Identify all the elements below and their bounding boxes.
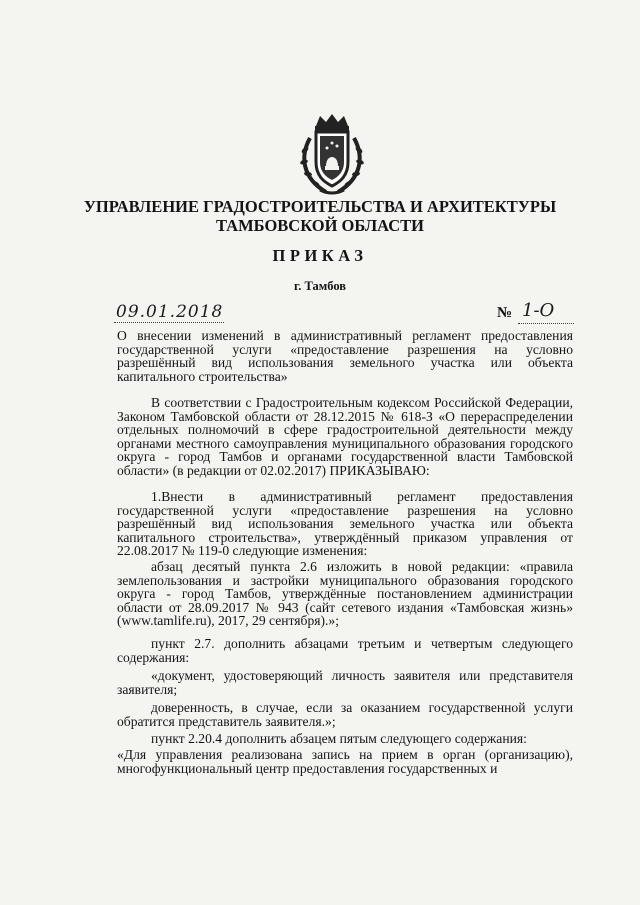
organization-name-line1: УПРАВЛЕНИЕ ГРАДОСТРОИТЕЛЬСТВА И АРХИТЕКТУРЫ (83, 197, 557, 216)
handwritten-order-number: 1-О (522, 300, 555, 321)
document-subject: О внесении изменений в административный регламент предоставления государственной услуги «предоставление разрешения на условно разрешённый вид использования земельного участка или объекта капитального строительства» (117, 328, 573, 384)
order-number-label: № (497, 305, 513, 321)
coat-of-arms-emblem (296, 112, 368, 198)
paragraph-identity-document: «документ, удостоверяющий личность заявителя или представителя заявителя; (117, 668, 573, 697)
organization-name-line2: ТАМБОВСКОЙ ОБЛАСТИ (215, 216, 425, 235)
paragraph-power-of-attorney: доверенность, в случае, если за оказанием государственной услуги обратится представитель заявителя.»; (117, 700, 573, 729)
number-underline (518, 323, 574, 324)
document-type-title: ПРИКАЗ (272, 246, 368, 265)
paragraph-amendment-2-20-4: пункт 2.20.4 дополнить абзацем пятым следующего содержания: (151, 731, 527, 746)
paragraph-amendment-2-6: абзац десятый пункта 2.6 изложить в новой редакции: «правила землепользования и застройки муниципального образования городского округа - город Тамбов, утверждённые постановлением администрации области от 28.09.2017 № 943 (сайт сетевого издания «Тамбовская жизнь» (www.tamlife.ru), 2017, 29 сентября).»; (117, 559, 573, 628)
date-underline (114, 322, 224, 323)
paragraph-item-1: 1.Внести в административный регламент предоставления государственной услуги «предоставление разрешения на условно разрешённый вид использования земельного участка или объекта капитального строительства», утверждённый приказом управления от 22.08.2017 № 119-0 следующие изменения: (117, 489, 573, 558)
paragraph-legal-basis: В соответствии с Градостроительным кодексом Российской Федерации, Законом Тамбовской области от 28.12.2015 № 618-З «О перераспределении отдельных полномочий в сфере градостроительной деятельности между органами местного самоуправления муниципального образования городского округа - город Тамбов и органами государственной власти Тамбовской области» (в редакции от 02.02.2017) ПРИКАЗЫВАЮ: (117, 395, 573, 478)
paragraph-amendment-2-7: пункт 2.7. дополнить абзацами третьим и четвертым следующего содержания: (117, 636, 573, 665)
handwritten-date: 09.01.2018 (116, 302, 224, 322)
city-name: г. Тамбов (293, 279, 347, 293)
paragraph-appointment-record: «Для управления реализована запись на прием в орган (организацию), многофункциональный центр предоставления государственных и (117, 747, 573, 776)
